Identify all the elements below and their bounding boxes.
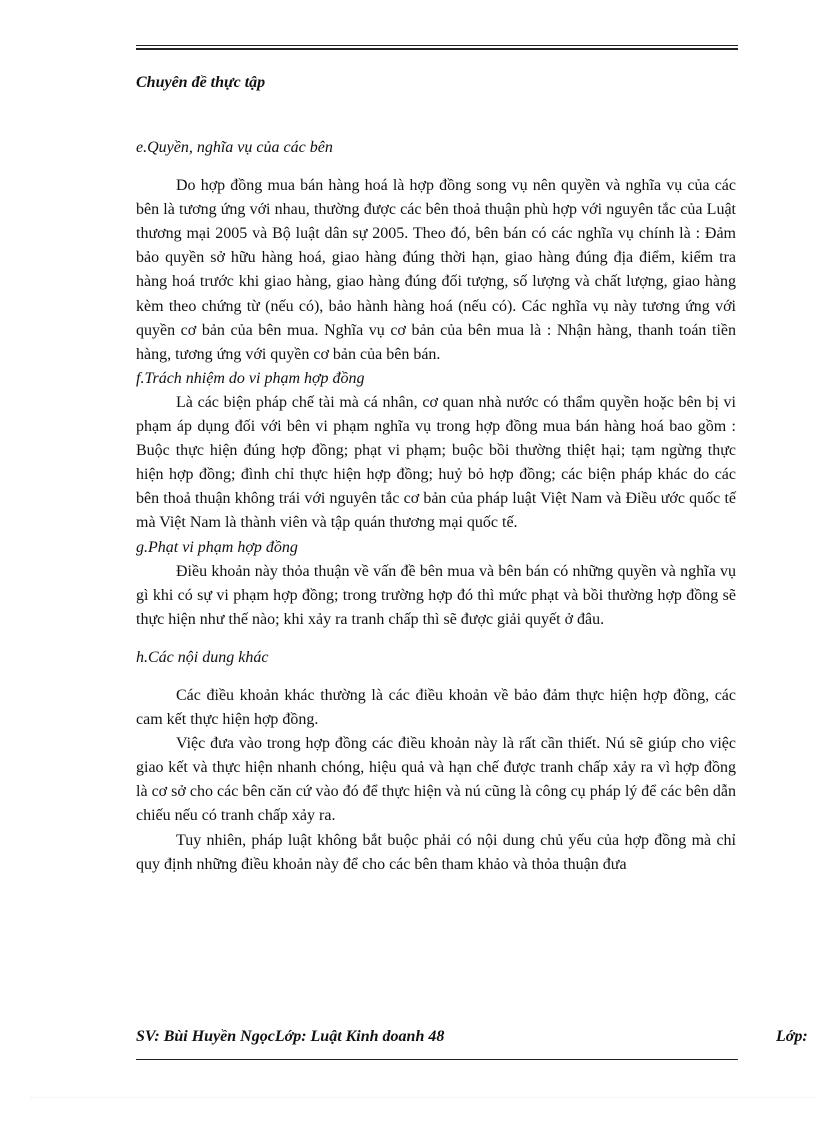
paragraph: Tuy nhiên, pháp luật không bắt buộc phải có nội dung chủ yếu của hợp đồng mà chỉ quy định những điều khoản này để cho các bên tham khảo và thỏa thuận đưa xyxy=(136,831,736,873)
paragraph: Là các biện pháp chế tài mà cá nhân, cơ quan nhà nước có thẩm quyền hoặc bên bị vi phạm áp dụng đối với bên vi phạm nghĩa vụ trong hợp đồng mua bán hàng hoá bao gồm : Buộc thực hiện đúng hợp đồng; phạt vi phạm; buộc bồi thường thiệt hại; tạm ngừng thực hiện hợp đồng; đình chỉ thực hiện hợp đồng; huỷ bỏ hợp đồng; các biện pháp khác do các bên thoả thuận không trái với nguyên tắc cơ bản của pháp luật Việt Nam và Điều ước quốc tế mà Việt Nam là thành viên và tập quán thương mại quốc tế. xyxy=(136,393,736,532)
document-body xyxy=(136,136,736,877)
section-liability xyxy=(136,367,736,536)
page-edge xyxy=(30,1097,816,1098)
footer-student-info: SV: Bùi Huyền NgọcLớp: Luật Kinh doanh 48 xyxy=(136,1028,445,1045)
paragraph: Các điều khoản khác thường là các điều khoản về bảo đảm thực hiện hợp đồng, các cam kết thực hiện hợp đồng. xyxy=(136,686,736,729)
section-penalty xyxy=(136,536,736,632)
section-other-content xyxy=(136,646,736,877)
footer-class-label: Lớp: xyxy=(776,1028,808,1045)
section-rights-obligations xyxy=(136,136,736,367)
paragraph: Việc đưa vào trong hợp đồng các điều khoản này là rất cần thiết. Nú sẽ giúp cho việc giao kết và thực hiện nhanh chóng, hiệu quả và hạn chế được tranh chấp xảy ra vì hợp đồng là cơ sở cho các bên căn cứ vào đó để thực hiện và nú cũng là công cụ pháp lý để các bên dẫn chiếu nếu có tranh chấp xảy ra. xyxy=(136,735,736,825)
footer-rule xyxy=(136,1059,738,1060)
section-heading: g.Phạt vi phạm hợp đồng xyxy=(136,538,298,556)
header-rule xyxy=(136,45,738,50)
section-heading: f.Trách nhiệm do vi phạm hợp đồng xyxy=(136,369,365,387)
paragraph: Do hợp đồng mua bán hàng hoá là hợp đồng song vụ nên quyền và nghĩa vụ của các bên là tương ứng với nhau, thường được các bên thoả thuận phù hợp với nguyên tắc của Luật thương mại 2005 và Bộ luật dân sự 2005. Theo đó, bên bán có các nghĩa vụ chính là : Đảm bảo quyền sở hữu hàng hoá, giao hàng đúng thời hạn, giao hàng đúng địa điểm, kiểm tra hàng hoá trước khi giao hàng, giao hàng đúng đối tượng, số lượng và chất lượng, giao hàng kèm theo chứng từ (nếu có), bảo hành hàng hoá (nếu có). Các nghĩa vụ này tương ứng với quyền cơ bản của bên mua. Nghĩa vụ cơ bản của bên mua là : Nhận hàng, thanh toán tiền hàng, tương ứng với quyền cơ bản của bên bán. xyxy=(136,177,736,363)
paragraph: Điều khoản này thỏa thuận về vấn đề bên mua và bên bán có những quyền và nghĩa vụ gì khi có sự vi phạm hợp đồng; trong trường hợp đó thì mức phạt và bồi thường hợp đồng sẽ thực hiện như thế nào; khi xảy ra tranh chấp thì sẽ được giải quyết ở đâu. xyxy=(136,562,736,628)
header-title: Chuyên đề thực tập xyxy=(136,74,266,91)
section-heading: e.Quyền, nghĩa vụ của các bên xyxy=(136,139,333,156)
section-heading: h.Các nội dung khác xyxy=(136,648,269,666)
